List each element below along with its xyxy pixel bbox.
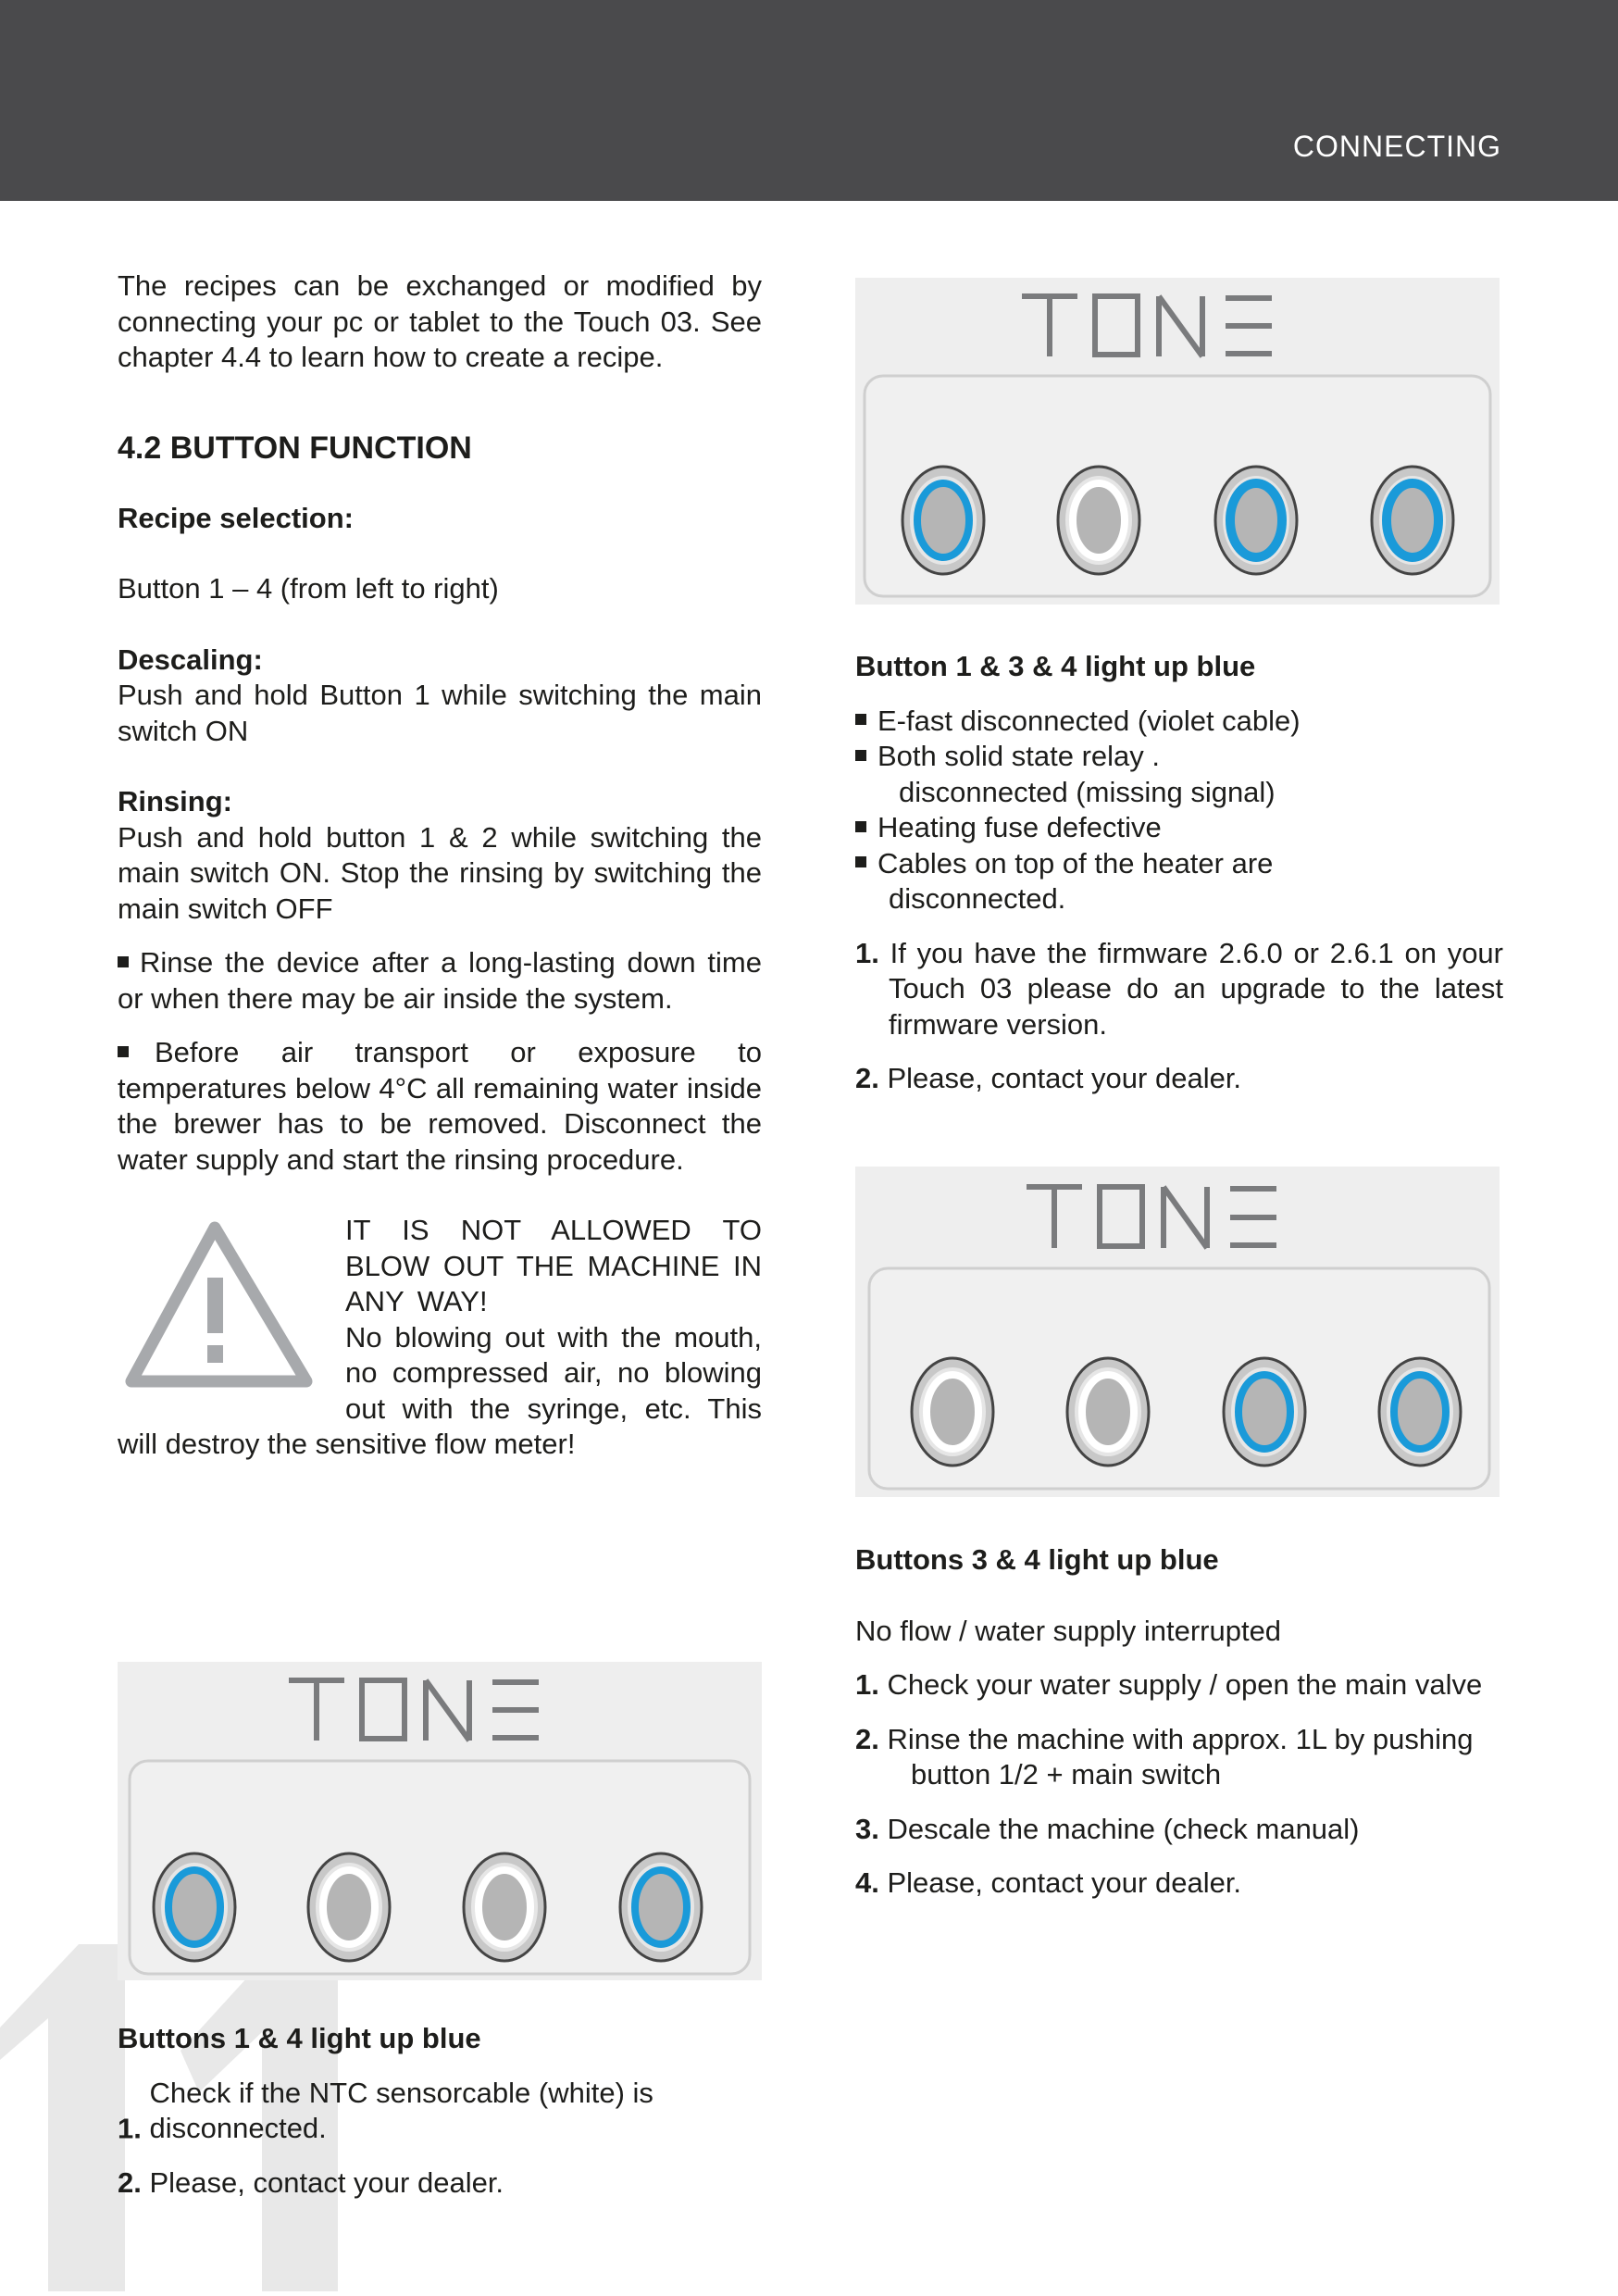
warning-heading: IT IS NOT ALLOWED TO BLOW OUT THE MACHINE IN ANY WAY! [345,1214,763,1317]
bullet-square-icon [855,750,866,761]
rinsing-label: Rinsing: [118,785,232,817]
tone-panel-image-buttons-1-4 [118,1662,762,1980]
step-item: 4. Please, contact your dealer. [855,1866,1242,1899]
section-title: CONNECTING [1292,130,1501,163]
bullet-square-icon [855,821,866,832]
recipe-selection-text: Button 1 – 4 (from left to right) [118,572,499,605]
warning-triangle-icon [118,1213,340,1398]
step-item: 1. If you have the firmware 2.6.0 or 2.6.1 on your Touch 03 please do an upgrade to the latest firmware version. [855,936,1503,1041]
bullet-square-icon [855,714,866,725]
descaling-text: Push and hold Button 1 while switching the main switch ON [118,679,762,747]
warning-text: No blowing out with the mouth, no compressed air, no blowing out with the syringe, etc. This will destroy the sensitive flow meter! [118,1320,762,1460]
rinse-note-1: Rinse the device after a long-lasting down time or when there may be air inside the system. [118,946,762,1015]
bullet-item: E-fast disconnected (violet cable) [855,704,1503,740]
tone-logo [1027,1187,1276,1248]
warning-block [118,1213,762,1463]
bullet-square-icon [118,1046,129,1057]
step-item: 1. Check if the NTC sensorcable (white) is disconnected. [118,2076,653,2144]
rinse-note-2: Before air transport or exposure to temperatures below 4°C all remaining water inside the brewer has to be removed. Disconnect the water supply and start the rinsing procedure. [118,1036,762,1176]
bullet-square-icon [855,856,866,867]
step-item: 3. Descale the machine (check manual) [855,1812,1360,1845]
case-title: Buttons 3 & 4 light up blue [855,1543,1219,1576]
tone-logo [289,1680,539,1741]
bullet-item: Heating fuse defective [855,810,1503,846]
bullet-continuation: disconnected. [889,882,1066,915]
descaling-label: Descaling: [118,643,263,676]
case-subtitle: No flow / water supply interrupted [855,1614,1282,1647]
tone-panel-image-buttons-3-4 [855,1167,1500,1497]
recipe-selection-label: Recipe selection: [118,501,354,534]
bullet-item: Cables on top of the heater are [855,846,1503,882]
tone-logo [1022,296,1272,356]
bullet-continuation: disconnected (missing signal) [899,775,1276,808]
bullet-square-icon [118,956,129,967]
rinsing-text: Push and hold button 1 & 2 while switching the main switch ON. Stop the rinsing by switching the main switch OFF [118,820,762,925]
left-column [118,268,762,1463]
case-title: Buttons 1 & 4 light up blue [118,2022,481,2054]
step-item: 1. Check your water supply / open the main valve [855,1668,1483,1701]
step-item: 2. Rinse the machine with approx. 1L by pushing button 1/2 + main switch [855,1722,1474,1791]
step-item: 2. Please, contact your dealer. [855,1062,1242,1094]
intro-paragraph: The recipes can be exchanged or modified by connecting your pc or tablet to the Touch 03. See chapter 4.4 to learn how to create a recipe. [118,269,762,373]
tone-panel-image-buttons-1-3-4 [855,278,1500,605]
section-heading: 4.2 BUTTON FUNCTION [118,430,472,466]
case-title: Button 1 & 3 & 4 light up blue [855,650,1256,682]
step-item: 2. Please, contact your dealer. [118,2165,504,2199]
header-band [0,0,1618,201]
case-buttons-3-4 [855,1542,1503,1902]
case-buttons-1-4 [118,2021,762,2201]
bullet-item: Both solid state relay . [855,739,1503,775]
case-buttons-1-3-4 [855,649,1503,1097]
